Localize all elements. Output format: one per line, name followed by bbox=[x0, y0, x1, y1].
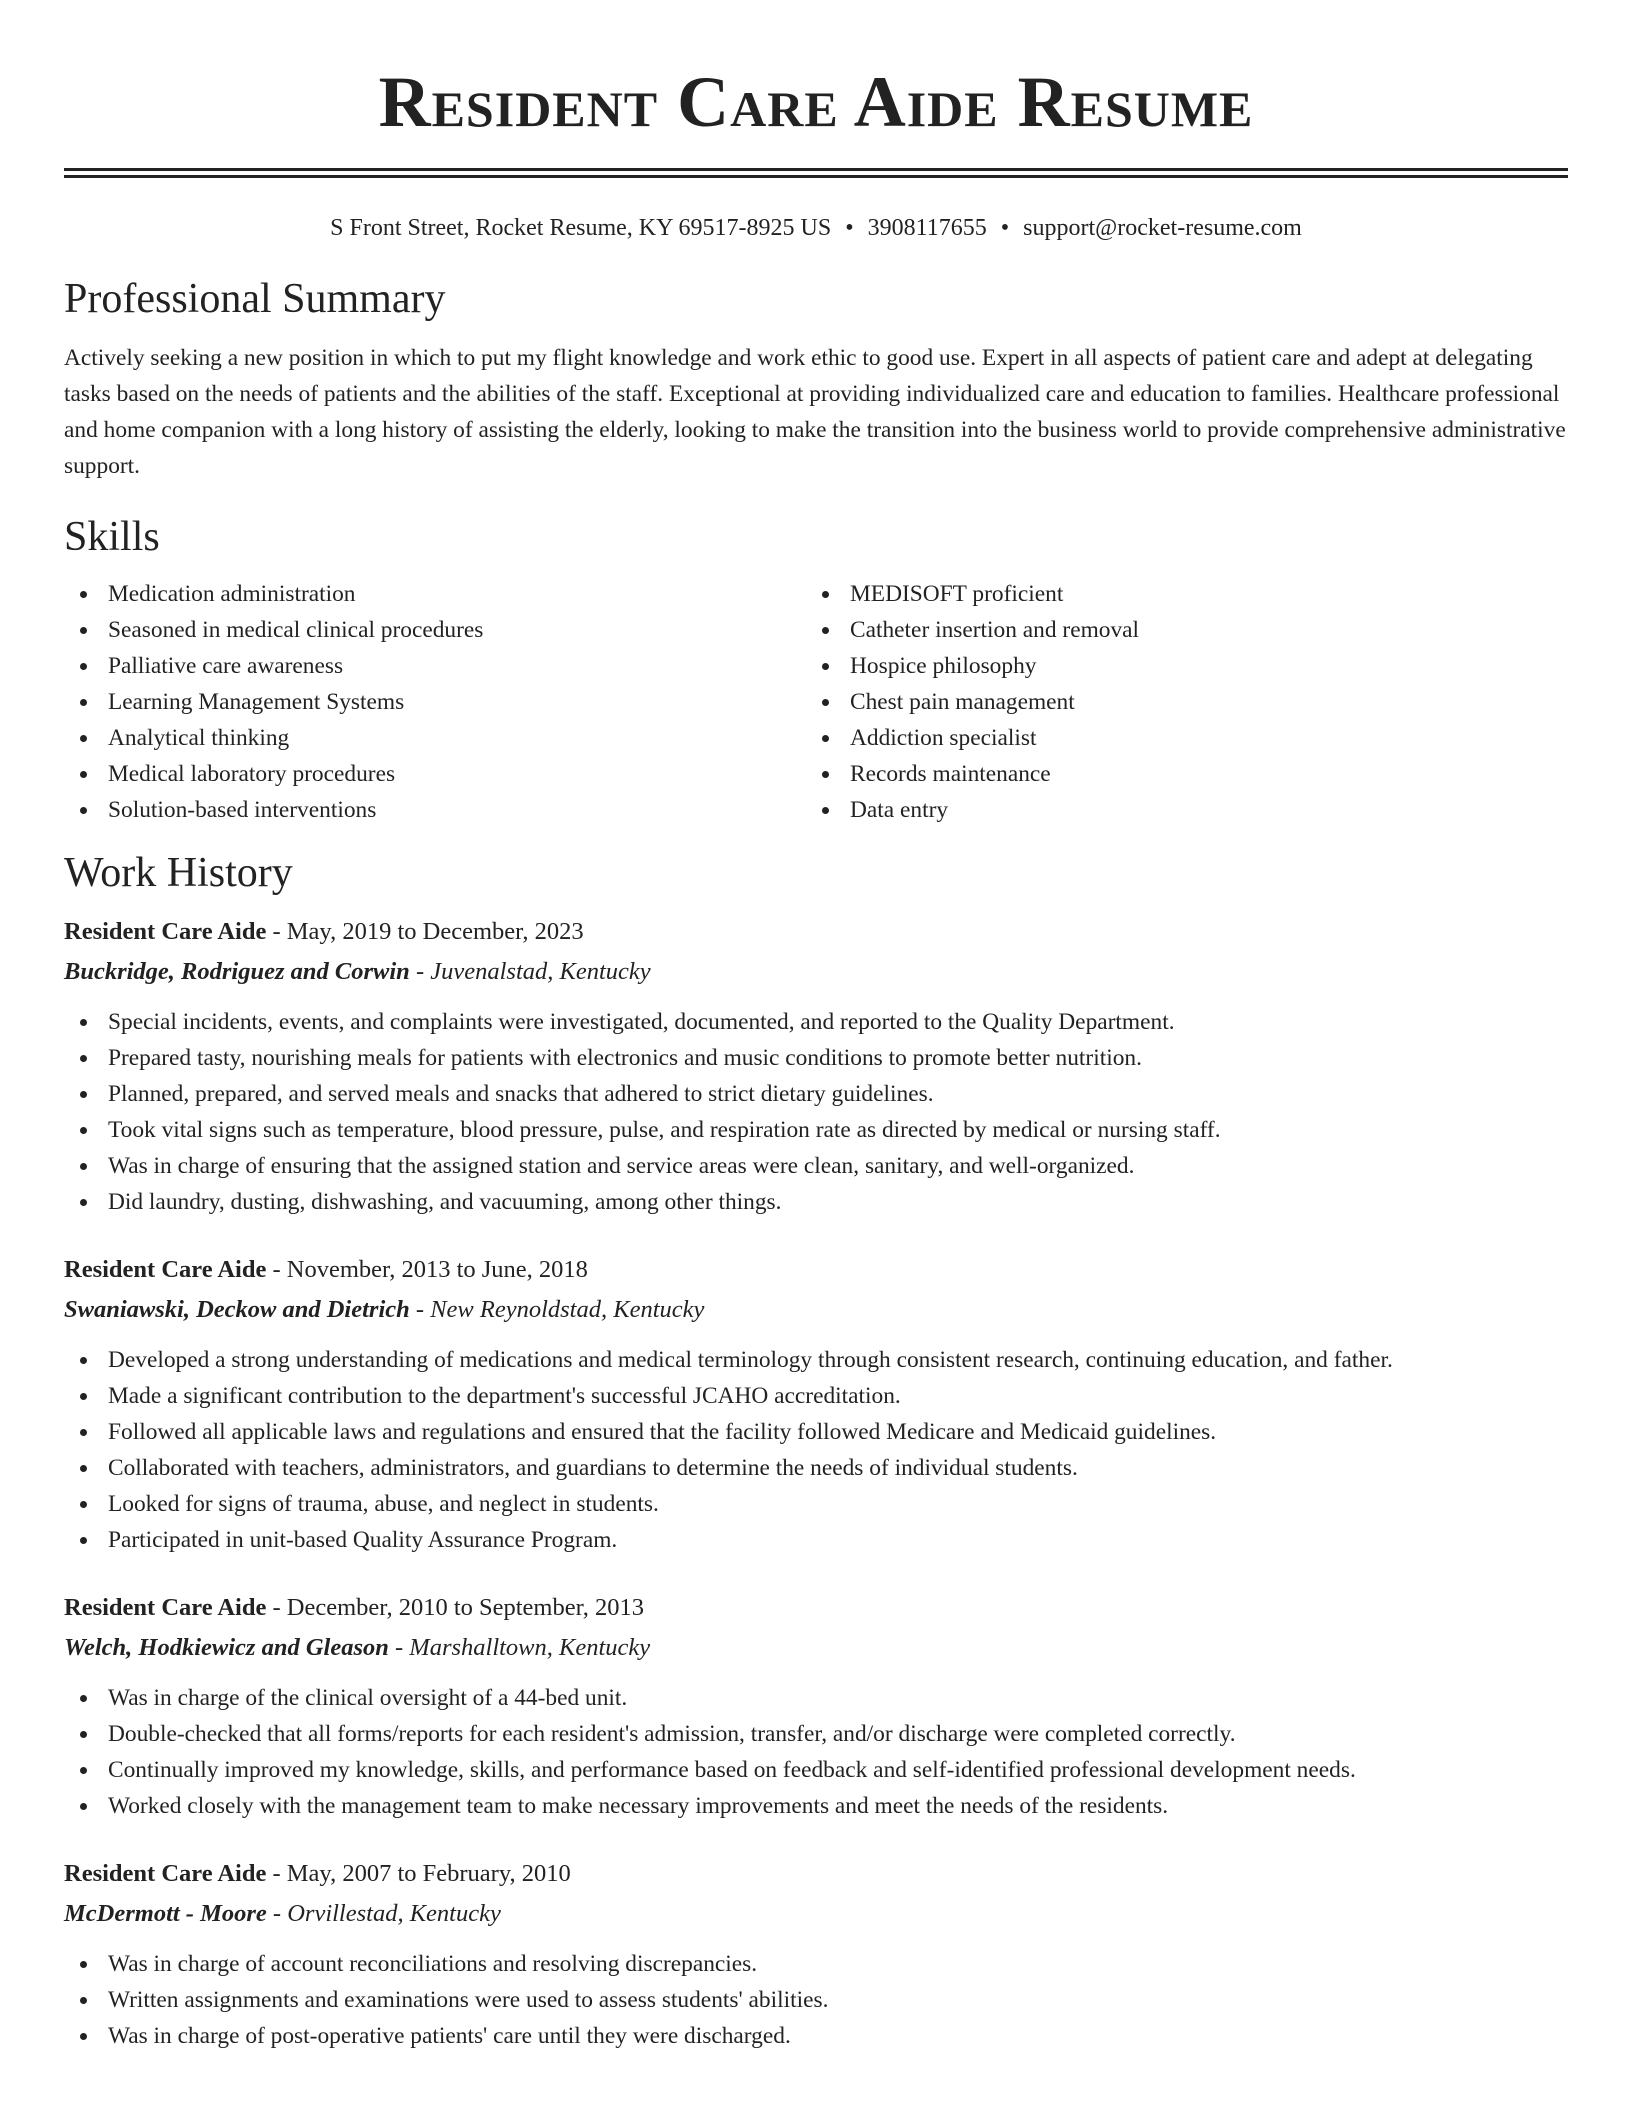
title-double-rule bbox=[64, 168, 1568, 178]
company-dash: - bbox=[266, 1900, 288, 1927]
job-title: Resident Care Aide bbox=[64, 918, 267, 945]
company-dash: - bbox=[409, 1296, 431, 1323]
company-name: Buckridge, Rodriguez and Corwin bbox=[64, 958, 410, 985]
company-line bbox=[64, 1894, 1568, 1934]
job-bullet: Written assignments and examinations were used to assess students' abilities. bbox=[64, 1982, 1568, 2018]
company-dash: - bbox=[409, 958, 431, 985]
company-name: Welch, Hodkiewicz and Gleason bbox=[64, 1634, 389, 1661]
skills-list-left bbox=[64, 576, 806, 828]
job-bullet: Double-checked that all forms/reports for each resident's admission, transfer, and/or discharge were completed correctly. bbox=[64, 1716, 1568, 1752]
skills-list-right bbox=[806, 576, 1548, 828]
skill-item: Data entry bbox=[806, 792, 1548, 828]
job-bullet: Participated in unit-based Quality Assurance Program. bbox=[64, 1522, 1568, 1558]
job-dates: May, 2007 to February, 2010 bbox=[286, 1860, 571, 1887]
job-bullet: Was in charge of post-operative patients' care until they were discharged. bbox=[64, 2018, 1568, 2054]
job-bullets bbox=[64, 1680, 1568, 1824]
job-title: Resident Care Aide bbox=[64, 1594, 267, 1621]
skills-columns bbox=[64, 576, 1568, 828]
job-bullet: Took vital signs such as temperature, blood pressure, pulse, and respiration rate as directed by medical or nursing staff. bbox=[64, 1112, 1568, 1148]
work-history-heading: Work History bbox=[64, 850, 293, 896]
job-dates: December, 2010 to September, 2013 bbox=[286, 1594, 645, 1621]
company-name: McDermott - Moore bbox=[64, 1900, 267, 1927]
contact-line bbox=[64, 212, 1568, 244]
job-dates: May, 2019 to December, 2023 bbox=[286, 918, 584, 945]
job-title: Resident Care Aide bbox=[64, 1256, 267, 1283]
company-location: Juvenalstad, Kentucky bbox=[430, 958, 651, 985]
job-dash: - bbox=[266, 1256, 287, 1283]
company-location: New Reynoldstad, Kentucky bbox=[430, 1296, 705, 1323]
job-bullet: Was in charge of the clinical oversight of a 44-bed unit. bbox=[64, 1680, 1568, 1716]
company-dash: - bbox=[388, 1634, 410, 1661]
resume-title: Resident Care Aide Resume bbox=[378, 62, 1254, 142]
job-bullet: Made a significant contribution to the department's successful JCAHO accreditation. bbox=[64, 1378, 1568, 1414]
company-line bbox=[64, 1628, 1568, 1668]
contact-email: support@rocket-resume.com bbox=[1023, 215, 1302, 241]
resume-page bbox=[64, 0, 1568, 2054]
skill-item: Medical laboratory procedures bbox=[64, 756, 806, 792]
skill-item: Addiction specialist bbox=[806, 720, 1548, 756]
job-entry bbox=[64, 1588, 1568, 1824]
skill-item: Hospice philosophy bbox=[806, 648, 1548, 684]
skills-heading: Skills bbox=[64, 514, 160, 560]
job-bullet: Was in charge of ensuring that the assigned station and service areas were clean, sanitary, and well-organized. bbox=[64, 1148, 1568, 1184]
job-entry bbox=[64, 912, 1568, 1220]
skill-item: Medication administration bbox=[64, 576, 806, 612]
contact-address: S Front Street, Rocket Resume, KY 69517-8925 US bbox=[330, 215, 832, 241]
job-title-line bbox=[64, 1588, 1568, 1628]
company-name: Swaniawski, Deckow and Dietrich bbox=[64, 1296, 410, 1323]
job-dash: - bbox=[266, 918, 287, 945]
skill-item: Chest pain management bbox=[806, 684, 1548, 720]
job-title: Resident Care Aide bbox=[64, 1860, 267, 1887]
job-dash: - bbox=[266, 1594, 287, 1621]
job-bullet: Prepared tasty, nourishing meals for patients with electronics and music conditions to promote better nutrition. bbox=[64, 1040, 1568, 1076]
job-bullet: Worked closely with the management team to make necessary improvements and meet the needs of the residents. bbox=[64, 1788, 1568, 1824]
job-entry bbox=[64, 1250, 1568, 1558]
job-bullet: Developed a strong understanding of medications and medical terminology through consistent research, continuing education, and father. bbox=[64, 1342, 1568, 1378]
job-dates: November, 2013 to June, 2018 bbox=[286, 1256, 588, 1283]
job-dash: - bbox=[266, 1860, 287, 1887]
job-title-line bbox=[64, 1854, 1568, 1894]
job-bullet: Followed all applicable laws and regulations and ensured that the facility followed Medicare and Medicaid guidelines. bbox=[64, 1414, 1568, 1450]
job-bullets bbox=[64, 1946, 1568, 2054]
skill-item: Palliative care awareness bbox=[64, 648, 806, 684]
summary-text: Actively seeking a new position in which to put my flight knowledge and work ethic to good use. Expert in all aspects of patient care and adept at delegating tasks based on the needs of patients and the abilities of the staff. Exceptional at providing individualized care and education to families. Healthcare professional and home companion with a long history of assisting the elderly, looking to make the transition into the business world to provide comprehensive administrative support. bbox=[64, 345, 1566, 479]
job-bullet: Special incidents, events, and complaints were investigated, documented, and reported to the Quality Department. bbox=[64, 1004, 1568, 1040]
contact-separator: • bbox=[1000, 215, 1010, 241]
job-title-line bbox=[64, 912, 1568, 952]
job-bullet: Collaborated with teachers, administrators, and guardians to determine the needs of individual students. bbox=[64, 1450, 1568, 1486]
job-bullet: Continually improved my knowledge, skills, and performance based on feedback and self-identified professional development needs. bbox=[64, 1752, 1568, 1788]
summary-heading: Professional Summary bbox=[64, 276, 446, 322]
job-bullet: Did laundry, dusting, dishwashing, and vacuuming, among other things. bbox=[64, 1184, 1568, 1220]
skill-item: Solution-based interventions bbox=[64, 792, 806, 828]
company-line bbox=[64, 952, 1568, 992]
job-bullet: Was in charge of account reconciliations and resolving discrepancies. bbox=[64, 1946, 1568, 1982]
skill-item: MEDISOFT proficient bbox=[806, 576, 1548, 612]
contact-phone: 3908117655 bbox=[867, 215, 987, 241]
company-line bbox=[64, 1290, 1568, 1330]
company-location: Orvillestad, Kentucky bbox=[287, 1900, 501, 1927]
job-bullet: Planned, prepared, and served meals and snacks that adhered to strict dietary guidelines. bbox=[64, 1076, 1568, 1112]
skill-item: Analytical thinking bbox=[64, 720, 806, 756]
job-bullet: Looked for signs of trauma, abuse, and neglect in students. bbox=[64, 1486, 1568, 1522]
job-bullets bbox=[64, 1342, 1568, 1558]
contact-separator: • bbox=[845, 215, 854, 241]
job-entry bbox=[64, 1854, 1568, 2054]
job-bullets bbox=[64, 1004, 1568, 1220]
job-title-line bbox=[64, 1250, 1568, 1290]
skill-item: Records maintenance bbox=[806, 756, 1548, 792]
company-location: Marshalltown, Kentucky bbox=[409, 1634, 651, 1661]
skill-item: Learning Management Systems bbox=[64, 684, 806, 720]
skill-item: Catheter insertion and removal bbox=[806, 612, 1548, 648]
skill-item: Seasoned in medical clinical procedures bbox=[64, 612, 806, 648]
